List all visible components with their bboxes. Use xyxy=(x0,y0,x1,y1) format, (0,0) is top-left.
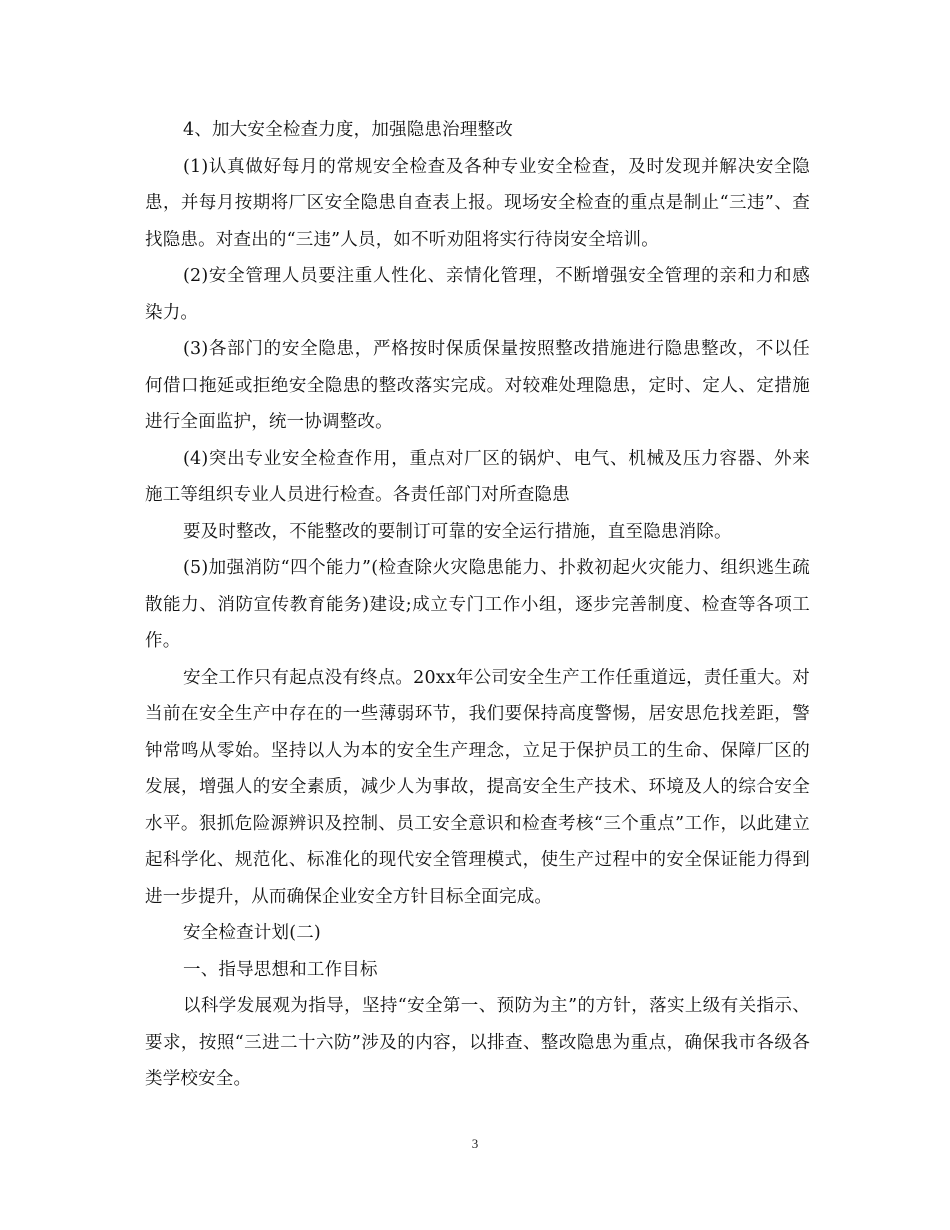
paragraph-item-4-continued: 要及时整改，不能整改的要制订可靠的安全运行措施，直至隐患消除。 xyxy=(183,521,732,542)
paragraph-item-1: (1)认真做好每月的常规安全检查及各种专业安全检查，及时发现并解决安全隐患，并每月按期将厂区安全隐患自查表上报。现场安全检查的重点是制止“三违”、查找隐患。对查出的“三违”人员，如不听劝阻将实行待岗安全培训。 xyxy=(145,156,810,250)
paragraph-item-4: (4)突出专业安全检查作用，重点对厂区的锅炉、电气、机械及压力容器、外来施工等组织专业人员进行检查。各责任部门对所查隐患 xyxy=(145,448,810,505)
paragraph-guiding-ideology: 以科学发展观为指导，坚持“安全第一、预防为主”的方针，落实上级有关指示、要求，按照“三进二十六防”涉及的内容，以排查、整改隐患为重点，确保我市各级各类学校安全。 xyxy=(145,996,810,1089)
document-body xyxy=(145,112,810,1098)
document-subtitle: 安全检查计划(二) xyxy=(183,923,321,943)
paragraph-item-3: (3)各部门的安全隐患，严格按时保质保量按照整改措施进行隐患整改，不以任何借口拖延或拒绝安全隐患的整改落实完成。对较难处理隐患，定时、定人、定措施进行全面监护，统一协调整改。 xyxy=(145,339,810,432)
paragraph-summary: 安全工作只有起点没有终点。20xx年公司安全生产工作任重道远，责任重大。对当前在安全生产中存在的一些薄弱环节，我们要保持高度警惕，居安思危找差距，警钟常鸣从零始。坚持以人为本的安全生产理念，立足于保护员工的生命、保障厂区的发展，增强人的安全素质，减少人为事故，提高安全生产技术、环境及人的综合安全水平。狠抓危险源辨识及控制、员工安全意识和检查考核“三个重点”工作，以此建立起科学化、规范化、标准化的现代安全管理模式，使生产过程中的安全保证能力得到进一步提升，从而确保企业安全方针目标全面完成。 xyxy=(145,667,810,907)
section-heading-4: 4、加大安全检查力度，加强隐患治理整改 xyxy=(183,120,513,140)
paragraph-item-2: (2)安全管理人员要注重人性化、亲情化管理，不断增强安全管理的亲和力和感染力。 xyxy=(145,266,810,323)
paragraph-item-5: (5)加强消防“四个能力”(检查除火灾隐患能力、扑救初起火灾能力、组织逃生疏散能力、消防宣传教育能务)建设;成立专门工作小组，逐步完善制度、检查等各项工作。 xyxy=(145,558,810,651)
page-number: 3 xyxy=(471,1136,479,1151)
section-heading-1: 一、指导思想和工作目标 xyxy=(183,959,378,980)
